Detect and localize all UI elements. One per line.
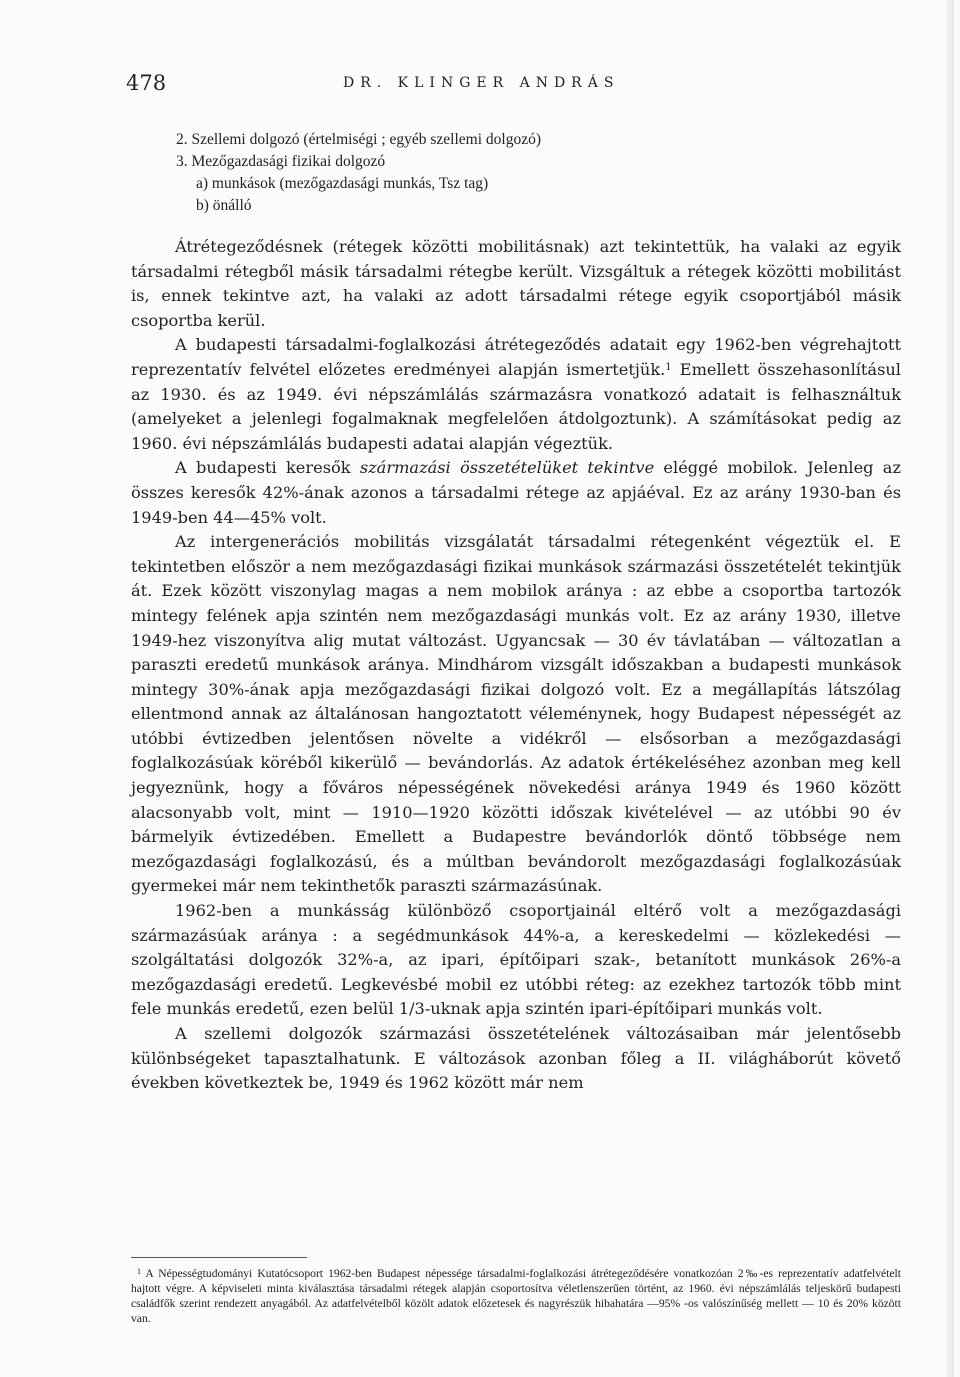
paragraph-text: eléggé mobilok. Jelenleg az összes keresők 42%-ának azonos a társadalmi rétege az apjáéval. Ez az arány 1930-ban és 1949-ben 44—45% volt. [131, 458, 901, 527]
page-header [118, 71, 908, 101]
page-edge-shadow [946, 0, 954, 1377]
paragraph-text: A budapesti keresők [175, 458, 360, 478]
paragraph [131, 456, 901, 530]
paragraph-text: Emellett összehasonlításul az 1930. és az 1949. évi népszámlálás származásra vonatkozó adatait is felhasználtuk (amelyeket a jelenlegi fogalmaknak megfelelően átdolgoztunk). A számításokat pedig az 1960. évi népszámlálás budapesti adatai alapján végeztük. [131, 359, 901, 453]
paragraph-text: A budapesti társadalmi-foglalkozási átrétegeződés adatait egy 1962-ben végrehajtott reprezentatív felvétel előzetes eredményei alapján ismertetjük. [131, 335, 901, 379]
list-subitem: b) önálló [196, 197, 252, 214]
paragraph: Átrétegeződésnek (rétegek közötti mobilitásnak) azt tekintettük, ha valaki az egyik társadalmi rétegből másik társadalmi rétegbe került. Vizsgáltuk a rétegek közötti mobilitást is, ennek tekintve azt, ha valaki az adott társadalmi rétege egyik csoportjából másik csoportba kerül. [131, 237, 901, 330]
list-item: 2. Szellemi dolgozó (értelmiségi ; egyéb szellemi dolgozó) [176, 131, 542, 148]
footnote-reference[interactable]: 1 [665, 361, 672, 373]
footnote-mark: 1 [137, 1267, 141, 1276]
running-title: DR. KLINGER ANDRÁS [343, 75, 620, 91]
list-subitem: a) munkások (mezőgazdasági munkás, Tsz tag) [196, 175, 489, 192]
footnote-divider [131, 1257, 307, 1258]
paragraph: Az intergenerációs mobilitás vizsgálatát társadalmi rétegenként végeztük el. E tekintetben először a nem mezőgazdasági fizikai munkások származási összetételét tekintjük át. Ezek között viszonylag magas a nem mobilok aránya : az ebbe a csoportba tartozók mintegy felének apja szintén nem mezőgazdasági munkás volt. Ez az arány 1930, illetve 1949-hez viszonyítva alig mutat változást. Ugyancsak — 30 év távlatában — változatlan a paraszti eredetű munkások aránya. Mindhárom vizsgált időszakban a budapesti munkások mintegy 30%-ának apja mezőgazdasági fizikai dolgozó volt. Ez a megállapítás látszólag ellentmond annak az általánosan hangoztatott véleménynek, hogy Budapest népességét az utóbbi évtizedben jelentősen növelte a vidékről — elsősorban a mezőgazdasági foglalkozásúak köréből kikerülő — bevándorlás. Az adatok értékeléséhez azonban meg kell jegyeznünk, hogy a főváros népességének növekedési aránya 1949 és 1960 között alacsonyabb volt, mint — 1910—1920 közötti időszak kivételével — az utóbbi 90 év bármelyik évtizedében. Emellett a Budapestre bevándorlók döntő többsége nem mezőgazdasági foglalkozású, és a múltban bevándorolt mezőgazdasági foglalkozásúak gyermekei már nem tekinthetők paraszti származásúnak. [131, 532, 901, 896]
category-list [176, 129, 876, 217]
emphasis-text: származási összetételüket tekintve [359, 458, 655, 478]
footnote-text: A Népességtudományi Kutatócsoport 1962-ben Budapest népessége társadalmi-foglalkozási átrétegeződésére vonatkozóan 2‰-es reprezentatív adatfelvételt hajtott végre. A képviseleti minta kiválasztása társadalmi rétegek alapján csoportosítva véletlenszerűen történt, az 1960. évi népszámlálás teljeskörű budapesti családfők szerint rendezett anyagából. Az adatfelvételből közölt adatok előzetesek és nagyrészük hibahatára —95% -os valószínűség mellett — 10 és 20% között van. [131, 1267, 901, 1325]
footnote [131, 1264, 901, 1326]
list-item: 3. Mezőgazdasági fizikai dolgozó [176, 153, 386, 170]
body-text [131, 235, 901, 1096]
paragraph: A szellemi dolgozók származási összetételének változásaiban már jelentősebb különbségeket tapasztalhatunk. E változások azonban főleg a II. világháborút követő években következtek be, 1949 és 1962 között már nem [131, 1024, 901, 1093]
paragraph [131, 333, 901, 456]
paragraph: 1962-ben a munkásság különböző csoportjainál eltérő volt a mezőgazdasági származásúak aránya : a segédmunkások 44%-a, a kereskedelmi — közlekedési — szolgáltatási dolgozók 32%-a, az ipari, építőipari szak-, betanított munkások 26%-a mezőgazdasági eredetű. Legkevésbé mobil ez utóbbi réteg: az ezekhez tartozók több mint fele munkás eredetű, ezen belül 1/3-uknak apja szintén ipari-építőipari munkás volt. [131, 901, 901, 1019]
page-number: 478 [126, 71, 167, 95]
